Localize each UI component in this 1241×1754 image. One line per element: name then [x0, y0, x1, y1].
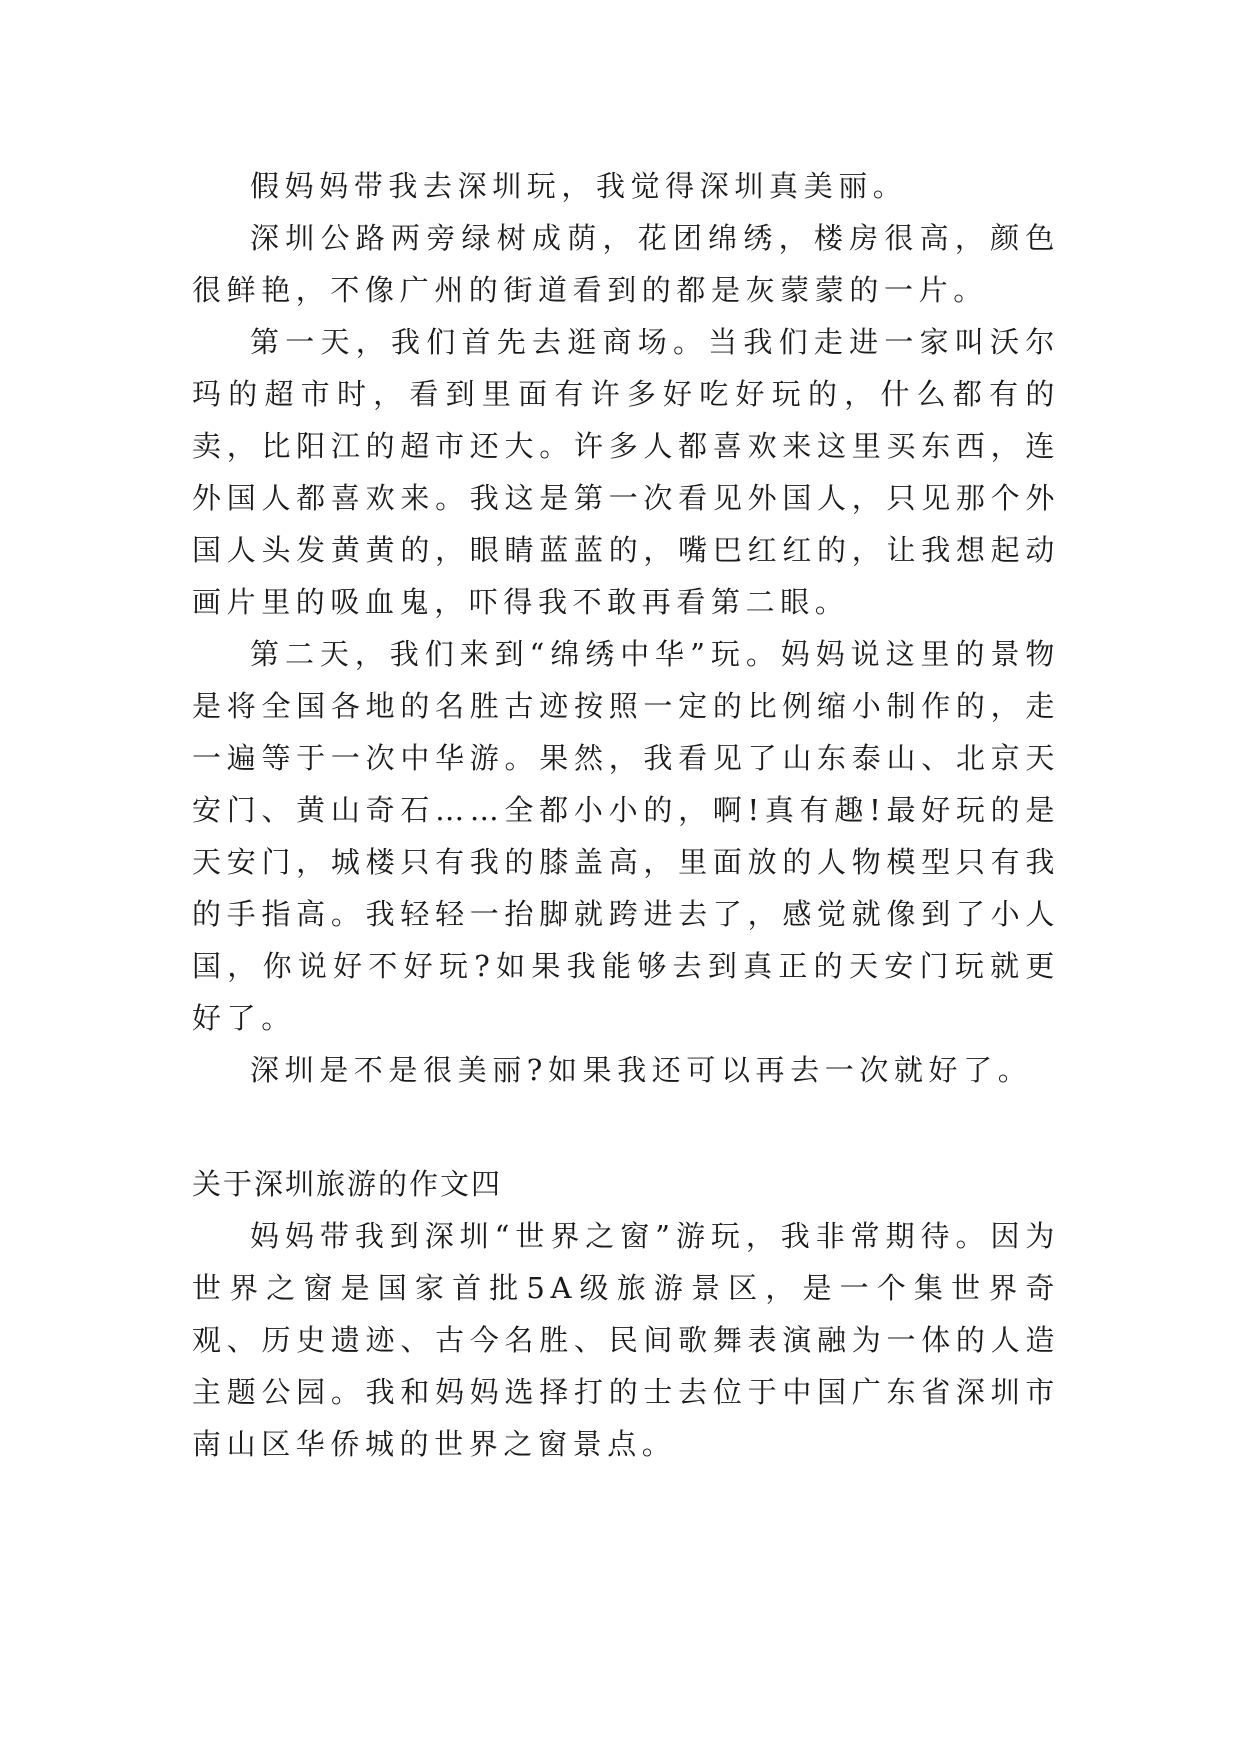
- paragraph: 深圳公路两旁绿树成荫，花团绵绣，楼房很高，颜色很鲜艳，不像广州的街道看到的都是灰蒙蒙的一片。: [192, 221, 1060, 307]
- document-page: [192, 160, 1060, 1470]
- paragraph: 假妈妈带我去深圳玩，我觉得深圳真美丽。: [250, 169, 908, 203]
- paragraph: 第一天，我们首先去逛商场。当我们走进一家叫沃尔玛的超市时，看到里面有许多好吃好玩的，什么都有的卖，比阳江的超市还大。许多人都喜欢来这里买东西，连外国人都喜欢来。我这是第一次看见外国人，只见那个外国人头发黄黄的，眼睛蓝蓝的，嘴巴红红的，让我想起动画片里的吸血鬼，吓得我不敢再看第二眼。: [192, 325, 1060, 619]
- paragraph: 第二天，我们来到“绵绣中华”玩。妈妈说这里的景物是将全国各地的名胜古迹按照一定的比例缩小制作的，走一遍等于一次中华游。果然，我看见了山东泰山、北京天安门、黄山奇石……全都小小的，啊!真有趣!最好玩的是天安门，城楼只有我的膝盖高，里面放的人物模型只有我的手指高。我轻轻一抬脚就跨进去了，感觉就像到了小人国，你说好不好玩?如果我能够去到真正的天安门玩就更好了。: [192, 637, 1060, 1035]
- section-title: 关于深圳旅游的作文四: [192, 1167, 503, 1201]
- paragraph: 妈妈带我到深圳“世界之窗”游玩，我非常期待。因为世界之窗是国家首批5A级旅游景区，是一个集世界奇观、历史遗迹、古今名胜、民间歌舞表演融为一体的人造主题公园。我和妈妈选择打的士去位于中国广东省深圳市南山区华侨城的世界之窗景点。: [192, 1219, 1060, 1461]
- paragraph: 深圳是不是很美丽?如果我还可以再去一次就好了。: [250, 1053, 1033, 1087]
